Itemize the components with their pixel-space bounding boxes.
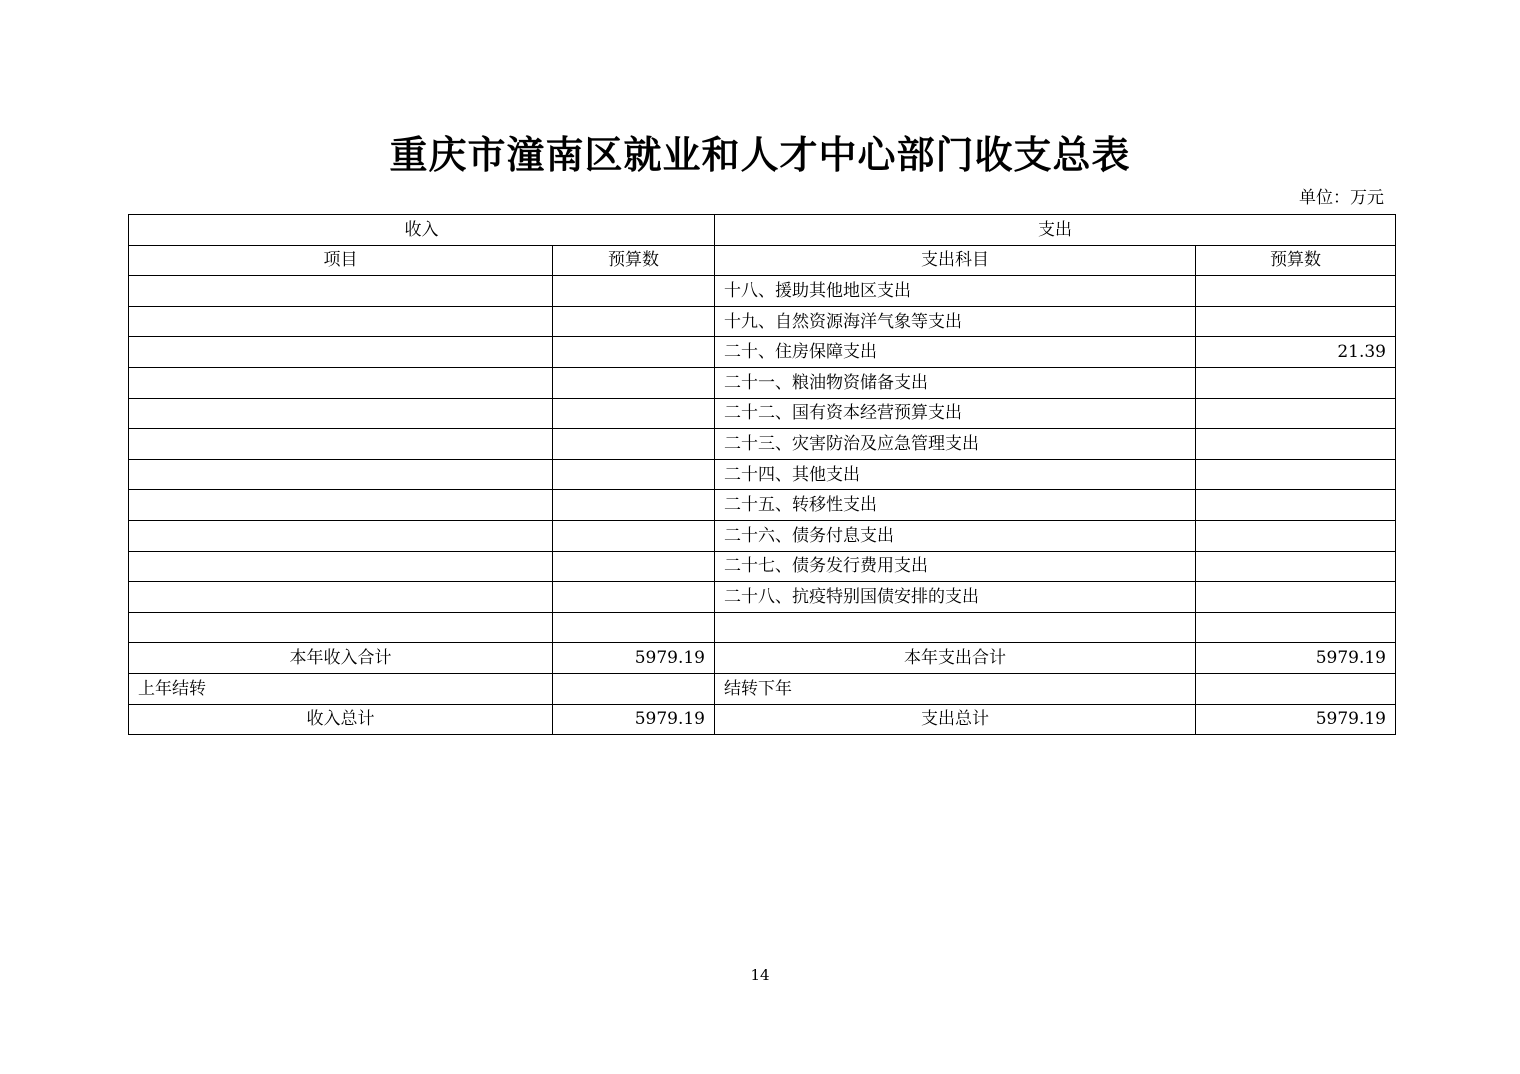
year-income-total-value: 5979.19	[553, 643, 715, 674]
income-amount-cell	[553, 306, 715, 337]
expenditure-amount-cell	[1196, 398, 1396, 429]
grand-expenditure-total-value: 5979.19	[1196, 704, 1396, 735]
table-row	[129, 459, 1396, 490]
table-row	[129, 490, 1396, 521]
income-amount-cell	[553, 367, 715, 398]
income-item-cell	[129, 612, 553, 643]
grand-expenditure-total-label: 支出总计	[715, 704, 1196, 735]
income-amount-cell	[553, 276, 715, 307]
expenditure-item-cell: 二十三、灾害防治及应急管理支出	[715, 429, 1196, 460]
carry-in-value	[553, 673, 715, 704]
income-amount-cell	[553, 490, 715, 521]
table-row	[129, 398, 1396, 429]
table-row	[129, 306, 1396, 337]
expenditure-item-cell: 二十二、国有资本经营预算支出	[715, 398, 1196, 429]
grand-total-row	[129, 704, 1396, 735]
income-amount-cell	[553, 429, 715, 460]
income-amount-cell	[553, 582, 715, 613]
group-header-row	[129, 215, 1396, 246]
income-item-cell	[129, 276, 553, 307]
table-row	[129, 582, 1396, 613]
table-row	[129, 520, 1396, 551]
table-row	[129, 337, 1396, 368]
expenditure-item-header: 支出科目	[715, 245, 1196, 276]
income-amount-cell	[553, 612, 715, 643]
expenditure-amount-cell: 21.39	[1196, 337, 1396, 368]
table-row	[129, 276, 1396, 307]
expenditure-item-cell: 二十六、债务付息支出	[715, 520, 1196, 551]
expenditure-group-header: 支出	[715, 215, 1396, 246]
income-amount-cell	[553, 551, 715, 582]
income-group-header: 收入	[129, 215, 715, 246]
expenditure-item-cell: 十九、自然资源海洋气象等支出	[715, 306, 1196, 337]
expenditure-amount-cell	[1196, 367, 1396, 398]
budget-summary-table	[128, 214, 1396, 735]
income-item-cell	[129, 459, 553, 490]
table-row	[129, 551, 1396, 582]
expenditure-item-cell: 十八、援助其他地区支出	[715, 276, 1196, 307]
income-amount-cell	[553, 459, 715, 490]
expenditure-amount-cell	[1196, 490, 1396, 521]
carry-over-row	[129, 673, 1396, 704]
carry-in-label: 上年结转	[129, 673, 553, 704]
column-header-row	[129, 245, 1396, 276]
expenditure-amount-header: 预算数	[1196, 245, 1396, 276]
income-item-cell	[129, 306, 553, 337]
expenditure-item-cell: 二十、住房保障支出	[715, 337, 1196, 368]
income-amount-cell	[553, 520, 715, 551]
income-item-cell	[129, 520, 553, 551]
expenditure-amount-cell	[1196, 582, 1396, 613]
expenditure-amount-cell	[1196, 306, 1396, 337]
expenditure-amount-cell	[1196, 520, 1396, 551]
expenditure-amount-cell	[1196, 459, 1396, 490]
income-amount-cell	[553, 398, 715, 429]
expenditure-item-cell: 二十五、转移性支出	[715, 490, 1196, 521]
year-expenditure-total-label: 本年支出合计	[715, 643, 1196, 674]
expenditure-item-cell: 二十八、抗疫特别国债安排的支出	[715, 582, 1196, 613]
income-amount-header: 预算数	[553, 245, 715, 276]
income-item-header: 项目	[129, 245, 553, 276]
unit-label: 单位：万元	[1299, 188, 1384, 208]
carry-out-label: 结转下年	[715, 673, 1196, 704]
income-item-cell	[129, 551, 553, 582]
expenditure-item-cell: 二十四、其他支出	[715, 459, 1196, 490]
carry-out-value	[1196, 673, 1396, 704]
year-total-row	[129, 643, 1396, 674]
income-item-cell	[129, 398, 553, 429]
table-row	[129, 612, 1396, 643]
table-row	[129, 429, 1396, 460]
income-item-cell	[129, 337, 553, 368]
grand-income-total-value: 5979.19	[553, 704, 715, 735]
table-row	[129, 367, 1396, 398]
income-amount-cell	[553, 337, 715, 368]
income-item-cell	[129, 429, 553, 460]
expenditure-amount-cell	[1196, 276, 1396, 307]
income-item-cell	[129, 582, 553, 613]
page-title: 重庆市潼南区就业和人才中心部门收支总表	[389, 132, 1131, 177]
expenditure-amount-cell	[1196, 612, 1396, 643]
grand-income-total-label: 收入总计	[129, 704, 553, 735]
income-item-cell	[129, 367, 553, 398]
expenditure-item-cell: 二十一、粮油物资储备支出	[715, 367, 1196, 398]
income-item-cell	[129, 490, 553, 521]
expenditure-amount-cell	[1196, 551, 1396, 582]
year-income-total-label: 本年收入合计	[129, 643, 553, 674]
page-number: 14	[750, 966, 770, 984]
expenditure-amount-cell	[1196, 429, 1396, 460]
year-expenditure-total-value: 5979.19	[1196, 643, 1396, 674]
expenditure-item-cell: 二十七、债务发行费用支出	[715, 551, 1196, 582]
expenditure-item-cell	[715, 612, 1196, 643]
